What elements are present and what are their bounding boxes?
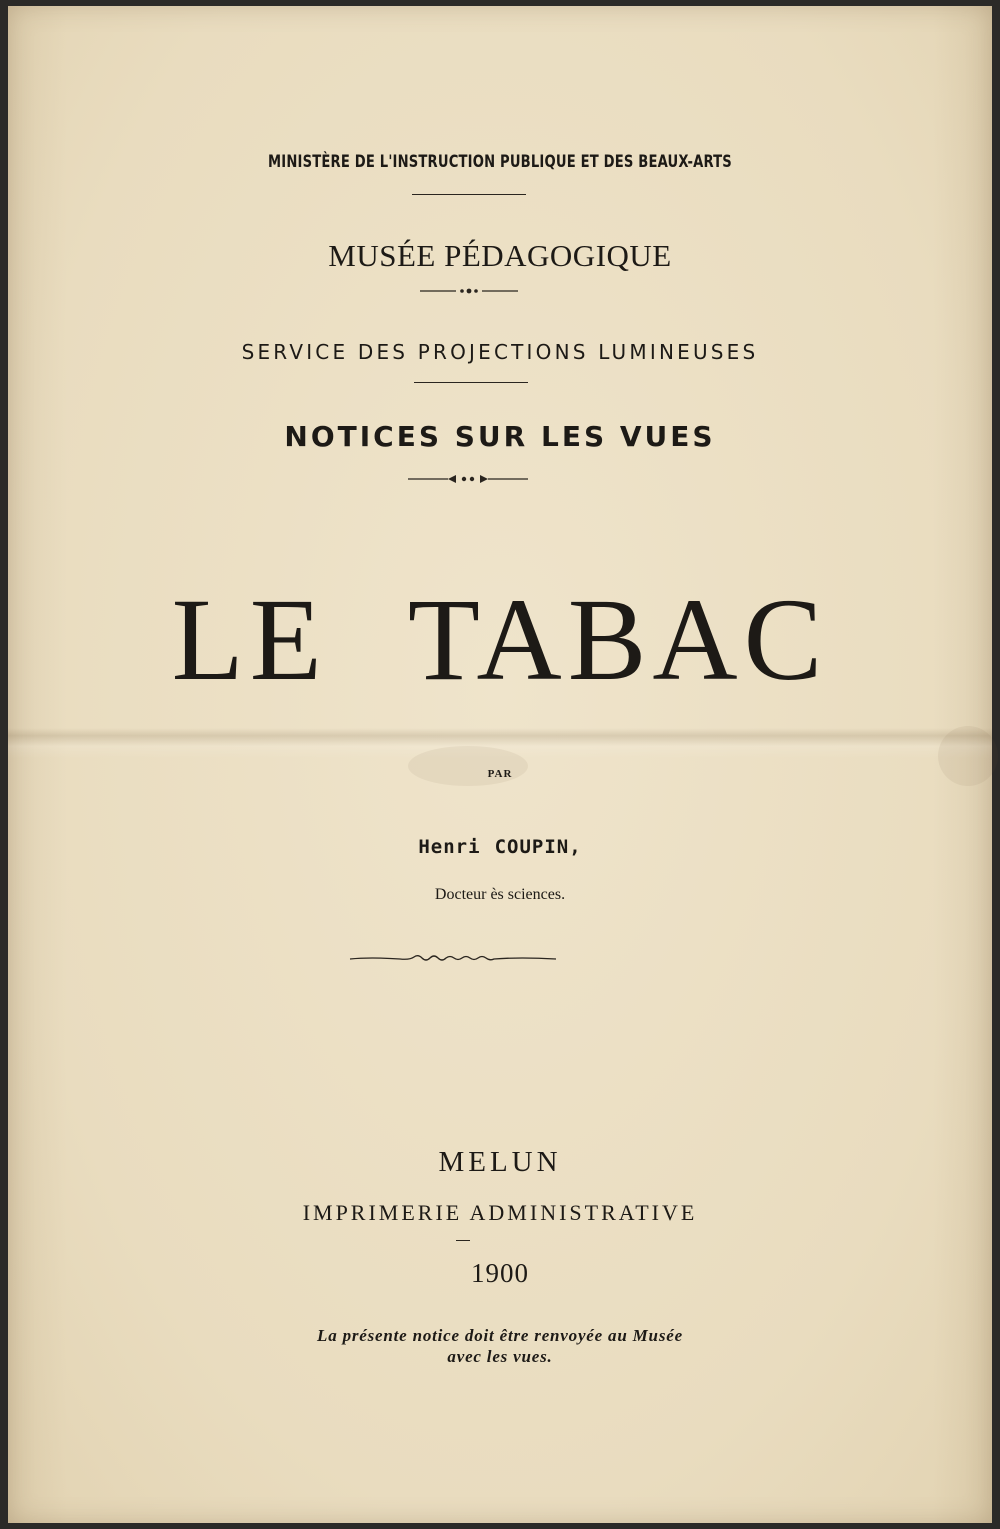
series-heading: NOTICES SUR LES VUES xyxy=(284,420,716,453)
return-notice-line-1: La présente notice doit être renvoyée au Musée xyxy=(317,1326,683,1345)
service-heading: SERVICE DES PROJECTIONS LUMINEUSES xyxy=(241,340,759,364)
author-name xyxy=(8,836,992,858)
museum-heading: MUSÉE PÉDAGOGIQUE xyxy=(328,238,672,273)
title-word-tabac: TABAC xyxy=(407,574,829,705)
by-label: PAR xyxy=(487,768,513,780)
short-divider xyxy=(456,1240,470,1241)
return-notice-line-2: avec les vues. xyxy=(447,1347,553,1366)
city-name: MELUN xyxy=(438,1146,562,1178)
author-degree: Docteur ès sciences. xyxy=(434,886,566,903)
divider-rule xyxy=(412,194,526,195)
return-notice xyxy=(8,1325,992,1367)
printer-name: IMPRIMERIE ADMINISTRATIVE xyxy=(302,1200,698,1225)
dotted-ornament-icon xyxy=(420,287,520,295)
scroll-flourish-icon xyxy=(350,952,556,966)
title-word-le: LE xyxy=(171,574,328,705)
author-first-name: Henri xyxy=(418,836,481,858)
divider-rule xyxy=(414,382,528,383)
author-last-name: COUPIN, xyxy=(494,836,582,858)
document-page xyxy=(8,6,992,1523)
arrow-ornament-icon xyxy=(408,474,528,484)
document-title xyxy=(8,574,992,705)
paper-stain xyxy=(408,746,528,786)
publication-year: 1900 xyxy=(471,1258,529,1288)
ministry-heading: MINISTÈRE DE L'INSTRUCTION PUBLIQUE ET DES BEAUX-ARTS xyxy=(268,152,732,172)
